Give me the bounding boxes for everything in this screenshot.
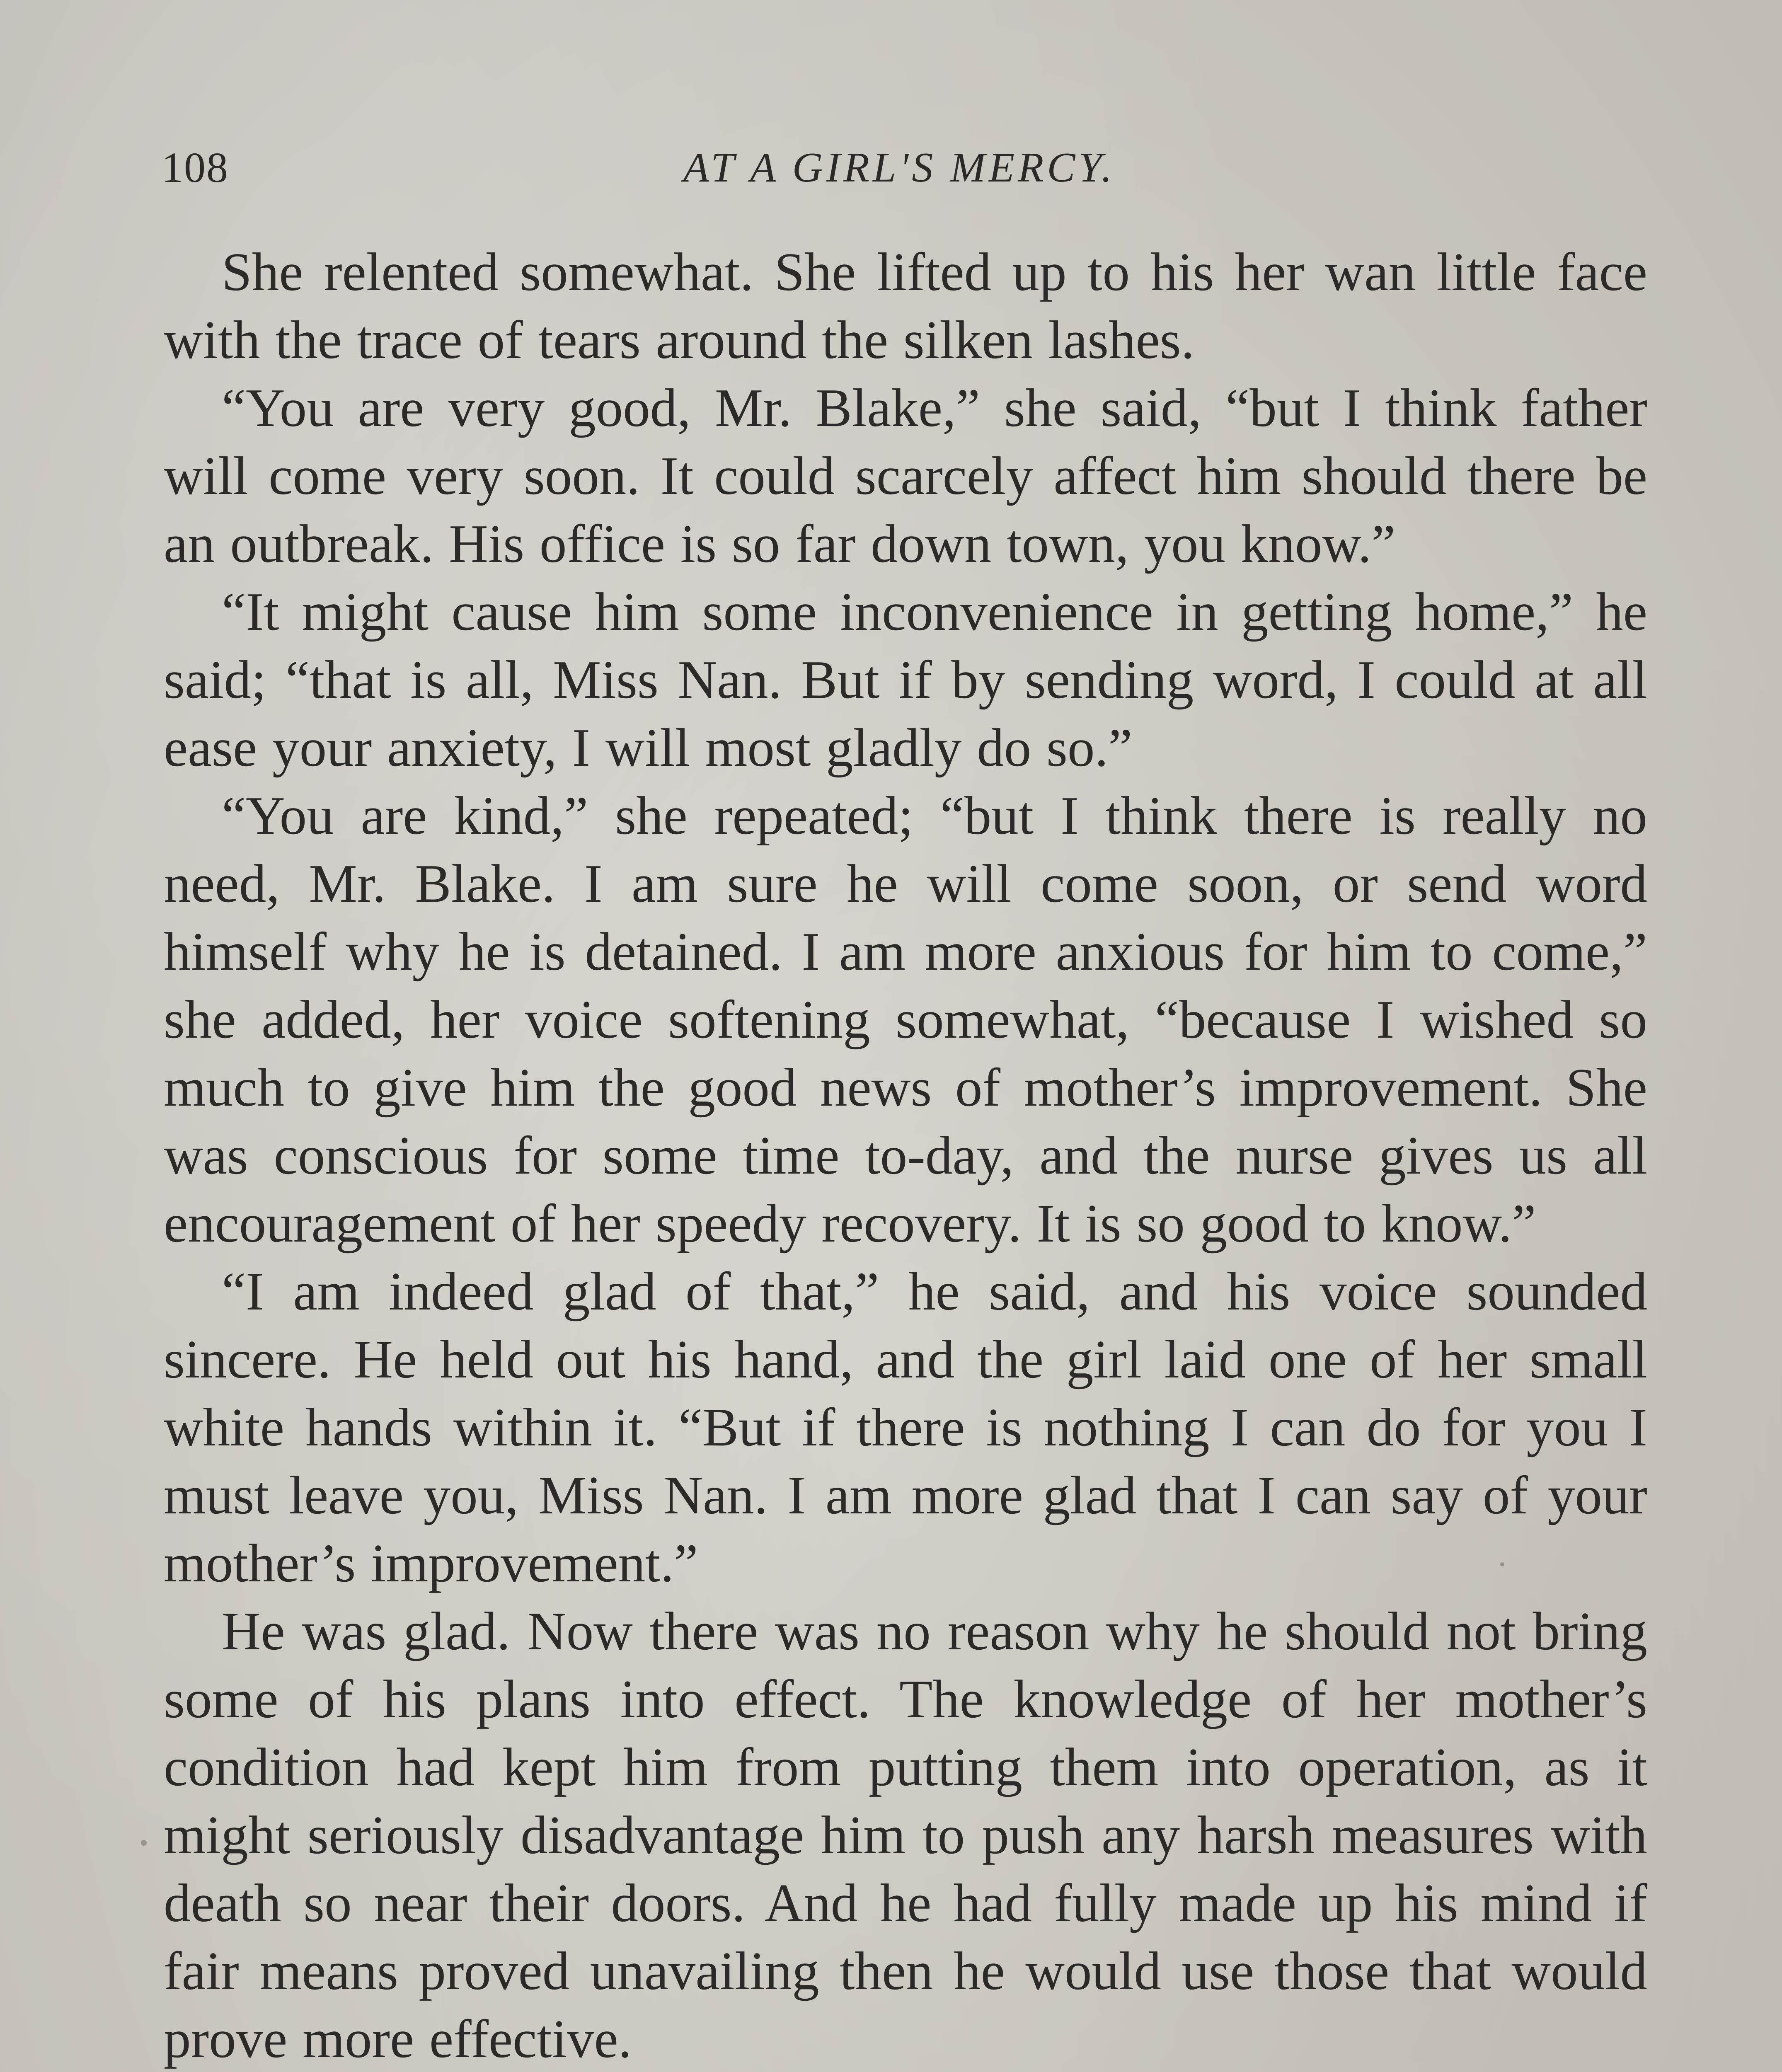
paragraph: “You are very good, Mr. Blake,” she said, “but I think father will come very soon. It could scarcely affect him should there be an outbreak. His office is so far down town, you know.” bbox=[164, 378, 1647, 574]
paragraph: “It might cause him some inconvenience in getting home,” he said; “that is all, Miss Nan. But if by sending word, I could at all ease your anxiety, I will most gladly do so.” bbox=[164, 582, 1647, 778]
running-head bbox=[162, 141, 1637, 207]
paragraph: She relented somewhat. She lifted up to his her wan little face with the trace of tears around the silken lashes. bbox=[164, 242, 1647, 370]
paragraph: “You are kind,” she repeated; “but I think there is really no need, Mr. Blake. I am sure he will come soon, or send word himself why he is detained. I am more anxious for him to come,” she added, her voice softening somewhat, “because I wished so much to give him the good news of mother’s improvement. She was conscious for some time to-day, and the nurse gives us all encouragement of her speedy recovery. It is so good to know.” bbox=[164, 786, 1647, 1254]
paragraph: “I am indeed glad of that,” he said, and his voice sounded sincere. He held out his hand, and the girl laid one of her small white hands within it. “But if there is nothing I can do for you I must leave you, Miss Nan. I am more glad that I can say of your mother’s improvement.” bbox=[164, 1261, 1647, 1593]
body-text bbox=[164, 238, 1647, 2072]
paper-speck bbox=[141, 1840, 147, 1846]
running-title: AT A GIRL'S MERCY. bbox=[683, 144, 1116, 191]
paragraph: He was glad. Now there was no reason why he should not bring some of his plans into effect. The knowledge of her mother’s condition had kept him from putting them into operation, as it might seriously disadvantage him to push any harsh measures with death so near their doors. And he had fully made up his mind if fair means proved unavailing then he would use those that would prove more effective. bbox=[164, 1601, 1647, 2069]
page-number: 108 bbox=[162, 144, 229, 191]
paper-speck bbox=[1500, 1562, 1504, 1566]
